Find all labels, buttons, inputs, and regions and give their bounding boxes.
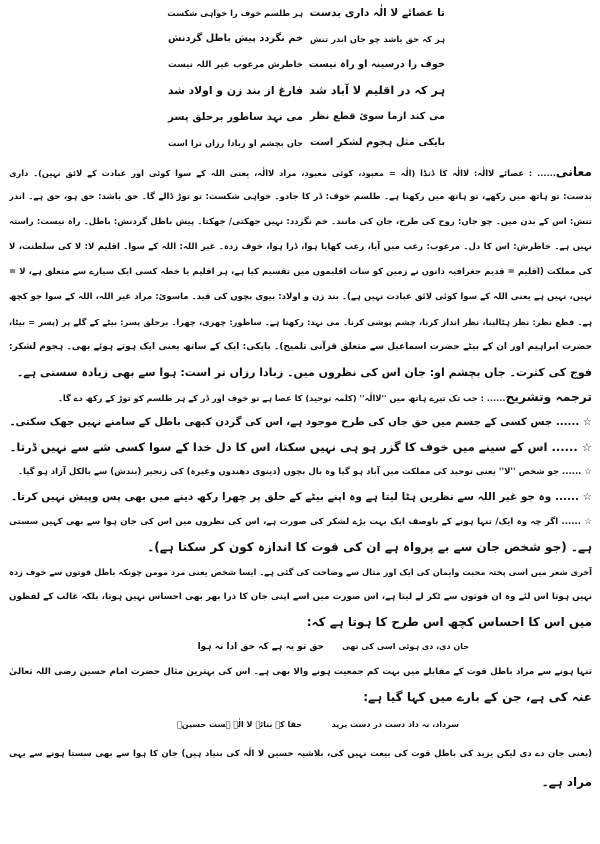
hemistich-first: تا عصائے لا الٰہ داری بدست bbox=[309, 7, 445, 19]
meanings-line: کی مملکت (اقلیم = قدیم جغرافیہ دانوں نے زمین کو سات اقلیموں میں تقسیم کیا ہے، ہر اقلیم یا خطہ کسی ایک سیارے سے متعلق ہے، لا = bbox=[9, 267, 592, 277]
hemistich-second: خاطرش مرعوب غیر اللہ نیست bbox=[168, 60, 303, 70]
poem-couplet bbox=[0, 130, 600, 156]
hemistich-first: ہر کہ حق باشد چو جاں اندر تنش bbox=[310, 34, 445, 44]
meanings-text: ...... : عصائے لاالٰہ: لاالٰہ کا ڈنڈا (الٰہ = معبود، کوئی معبود، مراد لاالٰہ، یعنی اللہ کے سوا کوئی اور عبادت کے لائق نہیں)۔ داری bbox=[9, 168, 556, 178]
translation-point: ☆ ...... وہ جو غیر اللہ سے نظریں ہٹا لیتا ہے وہ اپنے بیٹے کے حلق پر چھرا رکھ دینے میں بھی پس وپیش نہیں کرتا۔ bbox=[10, 491, 592, 503]
poem-couplet bbox=[0, 26, 600, 52]
hemistich-second: حق تو یہ ہے کہ حق ادا نہ ہوا bbox=[197, 642, 324, 652]
translation-point: ☆ ...... جس کسی کے جسم میں حق جاں کی طرح موجود ہے، اس کی گردن کبھی باطل کے سامنے نہیں جھک سکتی۔ bbox=[9, 416, 592, 428]
paragraph-line: عنہ کی ہے، جن کے بارے میں کہا گیا ہے: bbox=[363, 690, 592, 704]
hemistich-first: بایکی مثل ہجوم لشکر است bbox=[310, 137, 445, 148]
meanings-line: ہے۔ قطع نظر: نظر ہٹالینا، نظر انداز کرنا، چشم پوشی کرنا۔ می نہد: رکھتا ہے۔ ساطور: چھری، چھرا۔ برحلق پسر: بیٹے کے گلے پر (پسر = بیٹا، bbox=[9, 317, 592, 327]
translation-line bbox=[9, 385, 592, 410]
translation-point: ☆ ...... اس کے سینے میں خوف کا گزر ہو ہی نہیں سکتا، اس کا دل خدا کے سوا کسی شے سے نہیں ڈرتا۔ bbox=[9, 440, 592, 454]
meanings-line: تنش: اس کے بدن میں۔ چو جاں: روح کی طرح، جان کی مانند۔ خم نگردد: نہیں جھکتی/ جھکتا۔ پیش باطل گردنش: باطل۔ راہ نیست: راستہ bbox=[9, 217, 592, 227]
hemistich-first: ہر کہ در اقلیم لا آباد شد bbox=[309, 84, 445, 97]
ghalib-verse bbox=[9, 635, 592, 660]
commentary bbox=[9, 160, 592, 795]
hemistich-first: خوف را درسینہ او راہ نیست bbox=[308, 59, 445, 70]
persian-poem bbox=[0, 0, 600, 156]
translation-heading: ترجمہ وتشریح bbox=[505, 390, 592, 404]
paragraph-line: تنہا ہونے سے مراد باطل قوت کے مقابلے میں بہت کم جمعیت ہونے والا بھی ہے۔ اس کی بہترین مثال حضرت امام حسین رضی اللہ تعالیٰ bbox=[9, 667, 592, 677]
poem-couplet bbox=[0, 104, 600, 130]
hemistich-first: جان دی، دی ہوئی اسی کی تھی bbox=[342, 642, 469, 651]
paragraph-line: نہیں ہوتا اس لئے وہ ان قوتوں سے ٹکر لے لیتا ہے، اس صورت میں اسے اپنی جان کا ذرا بھر بھی احساس نہیں ہوتا، بلکہ غالب کے لفظوں bbox=[9, 592, 592, 602]
hemistich-second: حقا کہ بنائے لا الٰہ ہست حسینؓ bbox=[177, 720, 302, 729]
poem-couplet bbox=[0, 52, 600, 78]
meanings-line: نہیں، نہیں ہے یعنی اللہ کے سوا کوئی لائق عبادت نہیں ہے)۔ بند زن و اولاد: بیوی بچوں کی قید۔ ماسوئ: مراد غیر اللہ، اللہ کے سوا جو کچھ bbox=[9, 292, 592, 302]
translation-point: ہے۔ (جو شخص جان سے بے پرواہ ہے ان کی قوت کا اندازہ کون کر سکتا ہے)۔ bbox=[147, 540, 592, 554]
husain-verse bbox=[9, 713, 592, 738]
hemistich-second: جاں بچشم او زبادا رزاں ترا است bbox=[168, 138, 303, 148]
hemistich-second: می نہد ساطور برحلق پسر bbox=[168, 111, 303, 123]
paragraph-line: میں اس کا احساس کچھ اس طرح کا ہوتا ہے کہ: bbox=[306, 615, 592, 629]
hemistich-second: فارغ از بند زن و اولاد شد bbox=[168, 84, 303, 97]
meanings-line: بدست: تو ہاتھ میں رکھے، تو ہاتھ میں رکھتا ہے۔ طلسم خوف: ڈر کا جادو۔ خواہی شکست: تو توڑ ڈالے گا۔ حق باشد: حق ہو، حق ہے۔ اندر bbox=[9, 192, 592, 202]
poem-couplet bbox=[0, 78, 600, 104]
translation-point: ☆ ...... اگر چہ وہ ایک/ تنہا ہونے کے باوصف ایک بہت بڑے لشکر کی صورت ہے، اس کی نظروں میں اس کی جان ہوا سے بھی کہیں سستی bbox=[9, 517, 592, 527]
paragraph-line: آخری شعر میں اسی پختہ محبت وایمان کی ایک اور مثال سے وضاحت کی گئی ہے۔ ایسا شخص یعنی مرد مومن چونکہ باطل قوتوں سے خوف زدہ bbox=[9, 567, 592, 577]
meanings-line: فوج کی کثرت۔ جاں بچشم او: جان اس کی نظروں میں۔ زبادا رزاں تر است: ہوا سے بھی زیادہ سستی ہے۔ bbox=[16, 366, 592, 379]
hemistich-second: خم نگردد پیش باطل گردنش bbox=[168, 33, 303, 44]
hemistich-first: سرداد، نہ داد دست در دست یزید bbox=[331, 720, 459, 729]
meanings-heading: معانی bbox=[555, 165, 592, 179]
translation-point: ☆ ...... جو شخص ''لا'' یعنی توحید کی مملکت میں آباد ہو گیا وہ بال بچوں (دینوی دھندوں وغیرہ) کی زنجیر (بندش) سے بالکل آزاد ہو گیا۔ bbox=[17, 467, 592, 477]
paragraph-line: (یعنی جان دے دی لیکن یزید کی باطل قوت کی بیعت نہیں کی، بلاشبہ حسین لا الٰہ کی بنیاد ہیں) جان کا ہوا سے بھی سستا ہونے سے یہی bbox=[9, 749, 592, 759]
translation-intro: ...... : جب تک تیرے ہاتھ میں ''لاالٰہ'' (کلمہ توحید) کا عصا ہے تو خوف اور ڈر کے ہر طلسم کو توڑ کے رکھ دے گا۔ bbox=[58, 393, 506, 403]
meanings-line: حضرت ابراہیم اور ان کے بیٹے حضرت اسماعیل سے متعلق قرآنی تلمیح)۔ بایکی: ایک کے ساتھ یعنی ایک ہوتے ہوئے بھی۔ ہجوم لشکر: bbox=[9, 342, 592, 352]
paragraph-line: مراد ہے۔ bbox=[541, 775, 592, 789]
poem-couplet bbox=[0, 0, 600, 26]
hemistich-second: ہر طلسم خوف را خواہی شکست bbox=[167, 8, 303, 18]
hemistich-first: می کند ازما سوئ قطع نظر bbox=[310, 111, 445, 122]
meanings-line bbox=[9, 160, 592, 185]
meanings-line: نہیں ہے۔ خاطرش: اس کا دل۔ مرعوب: رعب میں آیا، رعب کھایا ہوا، ڈرا ہوا، خوف زدہ۔ غیر اللہ: اللہ کے سوا۔ اقلیم لا: لا کی سلطنت، لا bbox=[9, 242, 592, 252]
